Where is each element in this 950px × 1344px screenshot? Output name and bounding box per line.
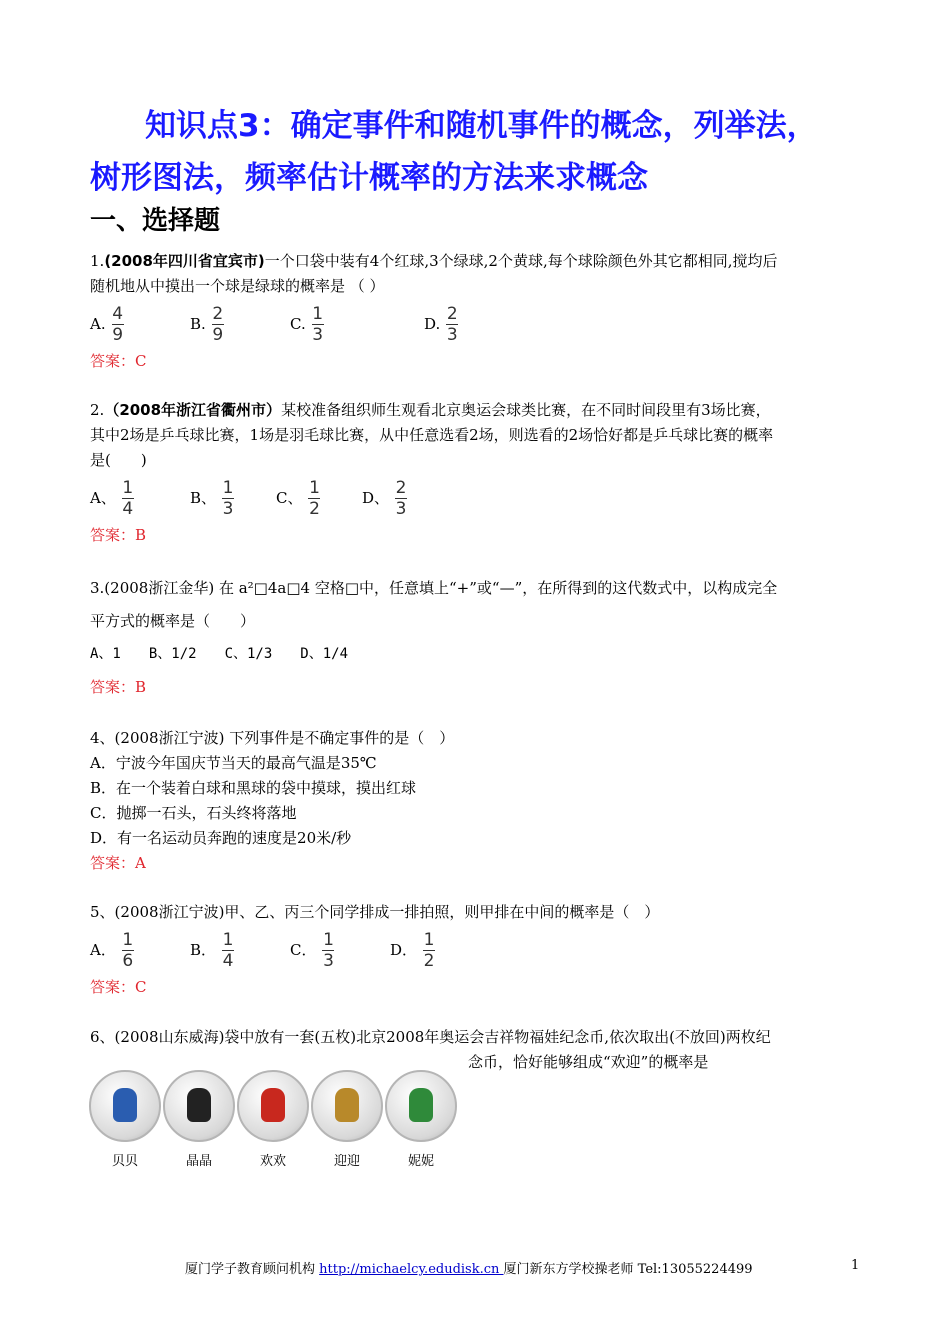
coin-beibei [90,1070,160,1169]
coin-label: 迎迎 [333,1154,360,1169]
q1-answer: 答案：C [90,352,147,370]
section-heading: 一、选择题 [90,206,221,236]
q1-option-a: A. $\frac{4}{9}$ [90,303,124,345]
question-5 [90,900,870,1000]
question-2 [90,398,870,548]
mascot-figure [335,1088,359,1122]
coin-label: 晶晶 [185,1154,212,1169]
q2-options [90,473,870,523]
question-1 [90,249,870,374]
q1-option-d: D. $\frac{2}{3}$ [424,303,458,345]
fraction: $\frac{1}{3}$ [323,929,334,971]
title-line-2: 树形图法，频率估计概率的方法来求概念 [90,160,648,196]
coin-label: 欢欢 [259,1154,286,1169]
page-title [90,100,890,204]
mascot-figure [261,1088,285,1122]
q4-option-a: A．宁波今年国庆节当天的最高气温是35℃ [90,754,377,772]
q4-option-c: C．抛掷一石头，石头终将落地 [90,804,297,822]
fraction: $\frac{1}{2}$ [423,929,435,971]
footer-org: 厦门学子教育顾问机构 [185,1262,320,1277]
fraction: $\frac{2}{3}$ [446,303,458,345]
coin-huanhuan [238,1070,308,1169]
q5-answer: 答案：C [90,978,147,996]
question-4 [90,726,870,876]
title-line-1: 知识点3：确定事件和随机事件的概念，列举法， [145,108,818,144]
q3-text-2: 平方式的概率是（ ） [90,612,256,630]
q1-number: 1. [90,252,105,270]
mascot-figure [113,1088,137,1122]
q5-option-d: D． $\frac{1}{2}$ [390,929,435,971]
q4-option-d: D．有一名运动员奔跑的速度是20米/秒 [90,829,352,847]
footer-link[interactable]: http://michaelcy.edudisk.cn [319,1262,504,1277]
fraction: $\frac{1}{4}$ [222,929,234,971]
q5-option-c: C． $\frac{1}{3}$ [290,929,334,971]
q2-answer: 答案：B [90,526,147,544]
q2-text-2: 其中2场是乒乓球比赛，1场是羽毛球比赛，从中任意选看2场，则选看的2场恰好都是乒乓球比赛的概率 [90,426,774,444]
q2-text-1: 某校准备组织师生观看北京奥运会球类比赛，在不同时间段里有3场比赛， [281,401,771,419]
q3-answer: 答案：B [90,678,147,696]
q1-source: (2008年四川省宜宾市) [104,252,265,270]
q4-stem: 4、(2008浙江宁波) 下列事件是不确定事件的是（ ） [90,729,455,747]
q2-number: 2. [90,401,105,419]
q4-answer: 答案：A [90,854,146,872]
question-3 [90,572,870,704]
q4-option-b: B．在一个装着白球和黑球的袋中摸球，摸出红球 [90,779,417,797]
q1-option-b: B. $\frac{2}{9}$ [190,303,224,345]
q1-option-c: C. $\frac{1}{3}$ [290,303,324,345]
fraction: $\frac{2}{9}$ [212,303,224,345]
coin-disc [163,1070,235,1142]
coin-yingying [312,1070,382,1169]
q2-option-c: C、 $\frac{1}{2}$ [276,477,320,519]
coin-nini [386,1070,456,1169]
mascot-figure [187,1088,211,1122]
page-number: 1 [851,1258,860,1273]
q5-option-a: A． $\frac{1}{6}$ [90,929,134,971]
fraction: $\frac{1}{4}$ [122,477,134,519]
q3-text-1: 3.(2008浙江金华) 在 a²□4a□4 空格□中，任意填上“+”或“—”，在所得到的这代数式中，以构成完全 [90,579,778,597]
q5-options [90,925,870,975]
q2-text-3: 是( ) [90,451,147,469]
q1-options [90,299,870,349]
coin-disc [237,1070,309,1142]
coin-disc [89,1070,161,1142]
fraction: $\frac{1}{3}$ [222,477,234,519]
fraction: $\frac{2}{3}$ [395,477,407,519]
coin-disc [311,1070,383,1142]
q2-option-b: B、 $\frac{1}{3}$ [190,477,234,519]
mascot-figure [409,1088,433,1122]
q3-options: A、1 B、1/2 C、1/3 D、1/4 [90,646,349,662]
q2-option-a: A、 $\frac{1}{4}$ [90,477,134,519]
fraction: $\frac{1}{2}$ [309,477,320,519]
q6-text-1: 6、(2008山东威海)袋中放有一套(五枚)北京2008年奥运会吉祥物福娃纪念币,依次取出(不放回)两枚纪 [90,1028,771,1046]
q6-text-2: 念币，恰好能够组成“欢迎”的概率是 [468,1053,709,1071]
q1-text-2: 随机地从中摸出一个球是绿球的概率是 （ ） [90,277,385,295]
fraction: $\frac{1}{3}$ [312,303,324,345]
question-6 [90,1025,870,1075]
q2-source: （2008年浙江省衢州市） [104,401,282,419]
coin-label: 贝贝 [111,1154,138,1169]
fuwa-coins-image [90,1070,460,1169]
q5-stem: 5、(2008浙江宁波)甲、乙、丙三个同学排成一排拍照，则甲排在中间的概率是（ ） [90,903,660,921]
q2-option-d: D、 $\frac{2}{3}$ [362,477,407,519]
fraction: $\frac{1}{6}$ [122,929,134,971]
coin-jingjing [164,1070,234,1169]
coin-disc [385,1070,457,1142]
q5-option-b: B． $\frac{1}{4}$ [190,929,234,971]
footer-contact: 厦门新东方学校操老师 Tel:13055224499 [503,1262,753,1277]
footer-text [185,1258,753,1277]
coin-label: 妮妮 [407,1154,434,1169]
fraction: $\frac{4}{9}$ [112,303,124,345]
q1-text-1: 一个口袋中装有4个红球,3个绿球,2个黄球,每个球除颜色外其它都相同,搅均后 [264,252,778,270]
